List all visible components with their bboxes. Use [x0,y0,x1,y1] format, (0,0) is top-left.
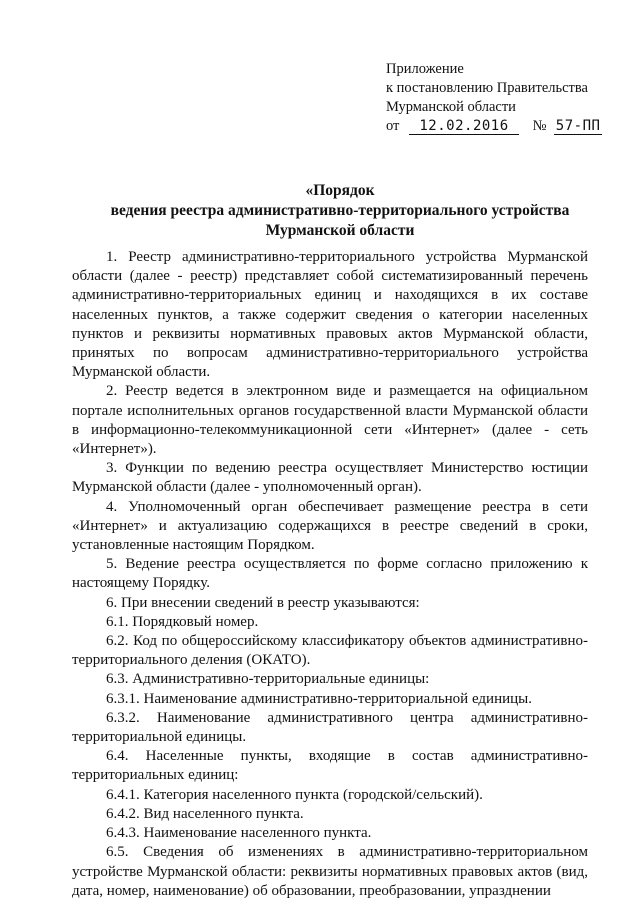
decree-number: 57-ПП [555,118,601,134]
paragraph-6-4-2: 6.4.2. Вид населенного пункта. [106,805,304,822]
title-line-3: Мурманской области [265,222,415,239]
annex-date-number-row [386,117,602,136]
number-label: № [532,118,547,134]
annex-decree-reference: к постановлению Правительства [386,80,588,96]
paragraph-6: 6. При внесении сведений в реестр указываются: [106,594,420,611]
paragraph-6-4-3: 6.4.3. Наименование населенного пункта. [106,825,372,842]
paragraph-5: 5. Ведение реестра осуществляется по форме согласно приложению к настоящему Порядку. [72,556,588,592]
paragraph-6-4-1: 6.4.1. Категория населенного пункта (городской/сельский). [106,786,483,803]
paragraph-6-2: 6.2. Код по общероссийскому классификатору объектов административно-территориального деления (ОКАТО). [72,633,588,669]
paragraph-6-3: 6.3. Административно-территориальные единицы: [106,671,430,688]
paragraph-6-1: 6.1. Порядковый номер. [106,613,259,630]
paragraph-2: 2. Реестр ведется в электронном виде и размещается на официальном портале исполнительных органов государственной власти Мурманской области в информационно-телекоммуникационной сети «Интернет» (далее - сеть «Интернет»). [72,383,588,458]
annex-block [386,60,602,136]
paragraph-6-3-2: 6.3.2. Наименование административного центра административно-территориальной единицы. [72,709,588,746]
from-label: от [386,118,400,134]
title-line-1: «Порядок [305,182,375,199]
paragraph-3: 3. Функции по ведению реестра осуществляет Министерство юстиции Мурманской области (далее - уполномоченный орган). [72,460,588,496]
document-title [60,181,620,241]
paragraph-1: 1. Реестр административно-территориального устройства Мурманской области (далее - реестр) представляет собой систематизированный перечень административно-территориальных единиц и находящихся в их составе населенных пунктов, а также содержит сведения о категории населенных пунктов и реквизиты нормативных правовых актов Мурманской области, принятых по вопросам административно-территориального устройства Мурманской области. [72,249,588,381]
paragraph-6-4: 6.4. Населенные пункты, входящие в состав административно-территориальных единиц: [72,748,588,784]
title-line-2: ведения реестра административно-территориального устройства [110,202,570,219]
annex-title: Приложение [386,61,464,77]
paragraph-4: 4. Уполномоченный орган обеспечивает размещение реестра в сети «Интернет» и актуализацию содержащихся в реестре сведений в сроки, установленные настоящим Порядком. [72,498,588,554]
document-body [72,248,588,901]
decree-date: 12.02.2016 [409,118,519,135]
paragraph-6-3-1: 6.3.1. Наименование административно-территориальной единицы. [106,690,532,707]
annex-region: Мурманской области [386,99,516,115]
paragraph-6-5: 6.5. Сведения об изменениях в административно-территориальном устройстве Мурманской области: реквизиты нормативных правовых актов (вид, дата, номер, наименование) об образовании, преобразовании, упразднении [72,844,588,899]
